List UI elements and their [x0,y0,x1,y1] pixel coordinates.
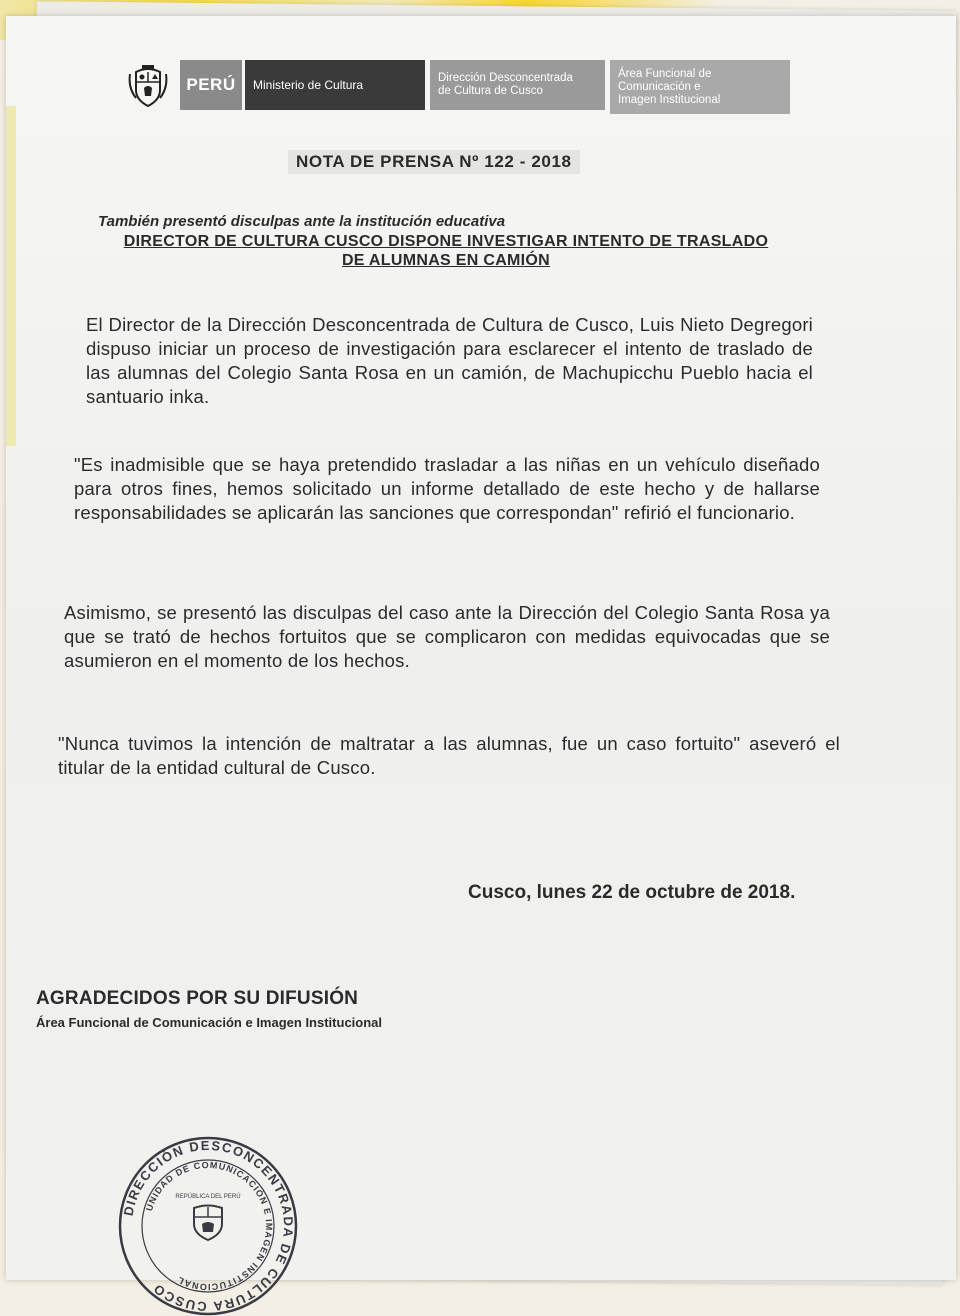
header-ministry: Ministerio de Cultura [245,60,425,110]
thanks-subtitle: Área Funcional de Comunicación e Imagen Institucional [36,1015,383,1030]
header-area: Área Funcional de Comunicación e Imagen Institucional [610,60,790,114]
paragraph-4: "Nunca tuvimos la intención de maltratar a las alumnas, fue un caso fortuito" aseveró el titular de la entidad cultural de Cusco. [58,733,840,778]
stamp-shield-icon [194,1206,222,1241]
official-stamp [118,1136,298,1316]
headline: DIRECTOR DE CULTURA CUSCO DISPONE INVESTIGAR INTENTO DE TRASLADO DE ALUMNAS EN CAMIÓN [123,233,769,269]
paragraph-1: El Director de la Dirección Desconcentrada de Cultura de Cusco, Luis Nieto Degregori dispuso iniciar un proceso de investigación para esclarecer el intento de traslado de las alumnas del Colegio Santa Rosa en un camión, de Machupicchu Pueblo hacia el santuario inka. [86,314,813,407]
header-country: PERÚ [180,60,242,110]
stamp-outer-text: DIRECCIÓN DESCONCENTRADA DE CULTURA CUSCO [120,1137,297,1315]
stamp-inner-text: UNIDAD DE COMUNICACIÓN E IMAGEN INSTITUCIONAL [144,1159,275,1293]
thanks-heading: AGRADECIDOS POR SU DIFUSIÓN [36,988,359,1009]
coat-of-arms-icon [128,64,168,108]
letterhead [128,58,790,114]
paragraph-2: "Es inadmisible que se haya pretendido trasladar a las niñas en un vehículo diseñado para otros fines, hemos solicitado un informe detallado de este hecho y de hallarse responsabilidades se aplicarán las sanciones que correspondan" refirió el funcionario. [74,454,820,523]
stamp-center-text: REPÚBLICA DEL PERÚ [175,1194,241,1200]
press-release-sheet [6,16,956,1315]
paragraph-3: Asimismo, se presentó las disculpas del caso ante la Dirección del Colegio Santa Rosa ya que se trató de hechos fortuitos que se complicaron con medidas equivocadas que se asumieron en el momento de los hechos. [64,602,830,671]
document-title: NOTA DE PRENSA Nº 122 - 2018 [288,150,580,174]
left-edge-strip [6,106,16,446]
kicker-text: También presentó disculpas ante la institución educativa [98,213,506,230]
dateline: Cusco, lunes 22 de octubre de 2018. [468,882,796,903]
header-directorate: Dirección Desconcentrada de Cultura de Cusco [430,60,605,110]
